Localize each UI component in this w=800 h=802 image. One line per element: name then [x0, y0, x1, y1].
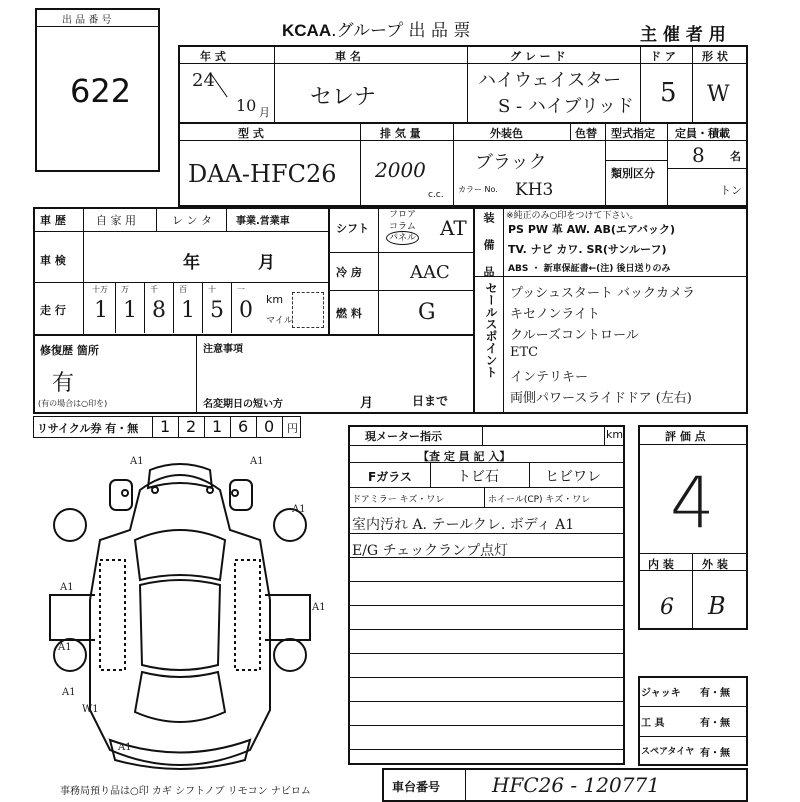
- meter-label: 現メーター指示: [365, 430, 442, 443]
- km-label: km: [266, 293, 284, 306]
- mileage-label: 走 行: [40, 304, 66, 317]
- lot-number-label: 出 品 番 号: [62, 15, 112, 26]
- model-month: 10: [236, 96, 257, 115]
- sales-point-item: 両側パワースライドドア (左右): [510, 391, 692, 406]
- tools-value: 有・無: [700, 718, 730, 729]
- shift-label: シフト: [336, 222, 369, 235]
- sales-point-item: ETC: [510, 345, 539, 360]
- history-rental: レ ン タ: [172, 214, 212, 227]
- history-label: 車 歴: [40, 214, 66, 227]
- ton-unit: トン: [720, 184, 742, 197]
- repair-label: 修復歴 箇所: [40, 344, 99, 357]
- repair-value: 有: [52, 371, 75, 396]
- inspection-year-unit: 年: [183, 253, 200, 273]
- mileage-unit-label: 千: [150, 285, 158, 294]
- mirror-label: ドアミラー キズ・ワレ: [352, 495, 445, 505]
- shift-value: AT: [440, 216, 467, 240]
- equipment-row1: PS PW 革 AW. AB(エアバック): [508, 223, 676, 236]
- car-roof: [140, 580, 220, 670]
- damage-mark: A1: [130, 456, 144, 467]
- recycle-digit: 1: [212, 417, 223, 436]
- fuel-label: 燃 料: [336, 307, 362, 320]
- chassis-label: 車台番号: [392, 780, 441, 794]
- history-business: 事業.営業車: [236, 216, 290, 227]
- damage-mark: W1: [82, 704, 99, 715]
- windshield-label: Fガラス: [368, 470, 412, 484]
- title-text: .グループ 出 品 票: [331, 21, 471, 41]
- car-rear-window: [135, 672, 225, 722]
- grade-label: グ レ ー ド: [510, 50, 566, 63]
- title-brand: KCAA: [282, 21, 332, 40]
- jack-value: 有・無: [700, 688, 730, 699]
- car-windshield: [135, 530, 225, 580]
- sales-point-label: セールスポイント: [484, 282, 498, 378]
- color-label: 外装色: [490, 127, 523, 140]
- model-label: 型 式: [238, 127, 264, 140]
- mileage-digit: 1: [94, 298, 108, 323]
- mileage-digit: 5: [210, 298, 224, 323]
- grade-line1: ハイウェイスター: [478, 70, 622, 91]
- name-change-label: 名変期日の短い方: [203, 399, 283, 410]
- mileage-digit: 8: [152, 298, 166, 323]
- mileage-unit-label: 一: [237, 285, 245, 294]
- damage-mark: A1: [292, 504, 306, 515]
- capacity-unit: 名: [730, 150, 741, 163]
- damage-mark: A1: [62, 687, 76, 698]
- damage-mark: A1: [250, 456, 264, 467]
- capacity: 8: [692, 143, 705, 167]
- car-name-label: 車 名: [335, 50, 361, 63]
- displacement: 2000: [375, 158, 426, 182]
- damage-mark: A1: [60, 582, 74, 593]
- fuel-value: G: [418, 300, 436, 325]
- front-left-tire: [110, 480, 132, 510]
- body-type: W: [707, 82, 730, 107]
- class-label: 類別区分: [611, 167, 655, 180]
- mileage-digit: 1: [181, 298, 195, 323]
- doors-label: ド ア: [650, 50, 676, 63]
- recycle-label: リサイクル券 有・無: [37, 422, 139, 435]
- recycle-digit: 1: [160, 417, 171, 436]
- name-change-month: 月: [360, 396, 374, 411]
- wheel-label: ホイール(CP) キズ・ワレ: [488, 495, 591, 505]
- interior-score: 6: [660, 595, 674, 620]
- sales-point-item: クルーズコントロール: [510, 328, 639, 343]
- right-rear-wheel: [274, 639, 306, 671]
- cc-unit: c.c.: [428, 190, 444, 200]
- lot-number: 622: [70, 72, 132, 110]
- exterior-score: B: [708, 592, 726, 620]
- mileage-unit-label: 十: [208, 285, 216, 294]
- windshield-crack: ヒビワレ: [545, 469, 601, 485]
- type-designation-label: 型式指定: [611, 127, 655, 140]
- equipment-row3: ABS ・ 新車保証書←(注) 後日送りのみ: [508, 264, 671, 274]
- history-own: 自 家 用: [96, 214, 136, 227]
- inspection-month-unit: 月: [258, 253, 275, 273]
- recycle-digit: 0: [264, 417, 275, 436]
- ac-value: AAC: [410, 262, 450, 283]
- capacity-label: 定員・積載: [675, 127, 730, 140]
- spare-tire-label: スペアタイヤ: [641, 747, 695, 757]
- inspection-note-1: 室内汚れ A. テールクレ. ボディ A1: [352, 517, 575, 533]
- recycle-digit: 2: [186, 417, 197, 436]
- body-type-label: 形 状: [702, 50, 728, 63]
- jack-label: ジャッキ: [641, 688, 681, 699]
- equipment-row2: TV. ナビ カワ. SR(サンルーフ): [508, 243, 667, 256]
- shift-panel: パネル: [386, 231, 419, 245]
- shift-column: コラム: [389, 222, 416, 232]
- left-front-wheel: [54, 509, 86, 541]
- interior-label: 内 装: [648, 558, 674, 571]
- organizer-label: 主 催 者 用: [640, 25, 726, 45]
- year-label: 年 式: [200, 50, 226, 63]
- month-unit: 月: [259, 106, 270, 119]
- score-label: 評 価 点: [665, 430, 706, 443]
- office-items: 事務局預り品は○印 カギ シフトノブ リモコン ナビロム: [60, 786, 311, 797]
- equipment-label: 装 備 品: [482, 212, 495, 283]
- damage-mark: A1: [118, 742, 132, 753]
- inspector-label: 【査 定 員 記 入】: [418, 450, 511, 463]
- tools-label: 工 具: [641, 718, 665, 729]
- mile-label: マイル: [266, 316, 293, 326]
- color-number-label: カラー No.: [458, 185, 498, 194]
- sales-point-item: プッシュスタート バックカメラ: [510, 286, 695, 301]
- name-change-day: 日まで: [412, 394, 449, 408]
- recycle-digit: 6: [238, 417, 249, 436]
- exterior-label: 外 装: [702, 558, 728, 571]
- repaint-label: 色替: [575, 127, 597, 140]
- caution-label: 注意事項: [203, 344, 243, 355]
- inspection-note-2: E/G チェックランプ点灯: [352, 543, 509, 559]
- exterior-color: ブラック: [475, 152, 547, 173]
- ac-label: 冷 房: [336, 266, 362, 279]
- grade-line2: S - ハイブリッド: [498, 96, 634, 117]
- meter-unit: km: [606, 428, 624, 441]
- car-diagram: [40, 450, 360, 780]
- score-value: 4: [670, 462, 715, 544]
- shift-floor: フロア: [389, 210, 417, 220]
- inspection-label: 車 検: [40, 254, 66, 267]
- sales-point-item: キセノンライト: [510, 307, 600, 322]
- damage-mark: A1: [58, 642, 72, 653]
- windshield-chip: トビ石: [457, 469, 499, 485]
- model-code: DAA-HFC26: [188, 160, 337, 188]
- sales-point-item: インテリキー: [510, 370, 589, 385]
- mileage-unit-label: 百: [179, 285, 187, 294]
- car-name: セレナ: [310, 85, 377, 110]
- equipment-note: ※純正のみ○印をつけて下さい。: [506, 211, 639, 221]
- color-number: KH3: [515, 180, 554, 200]
- form-title: [282, 16, 470, 41]
- mileage-unit-label: 万: [121, 285, 129, 294]
- spare-tire-value: 有・無: [700, 748, 730, 759]
- doors: 5: [660, 78, 677, 108]
- damage-mark: A1: [312, 602, 326, 613]
- repair-note: (有の場合は○印を): [38, 399, 108, 408]
- mileage-digit: 1: [123, 298, 137, 323]
- mileage-digit: 0: [239, 298, 253, 323]
- mileage-unit-label: 十万: [92, 285, 108, 294]
- chassis-number: HFC26 - 120771: [492, 773, 660, 797]
- displacement-label: 排 気 量: [380, 127, 421, 140]
- model-year: 24: [192, 70, 215, 91]
- recycle-unit: 円: [287, 422, 298, 435]
